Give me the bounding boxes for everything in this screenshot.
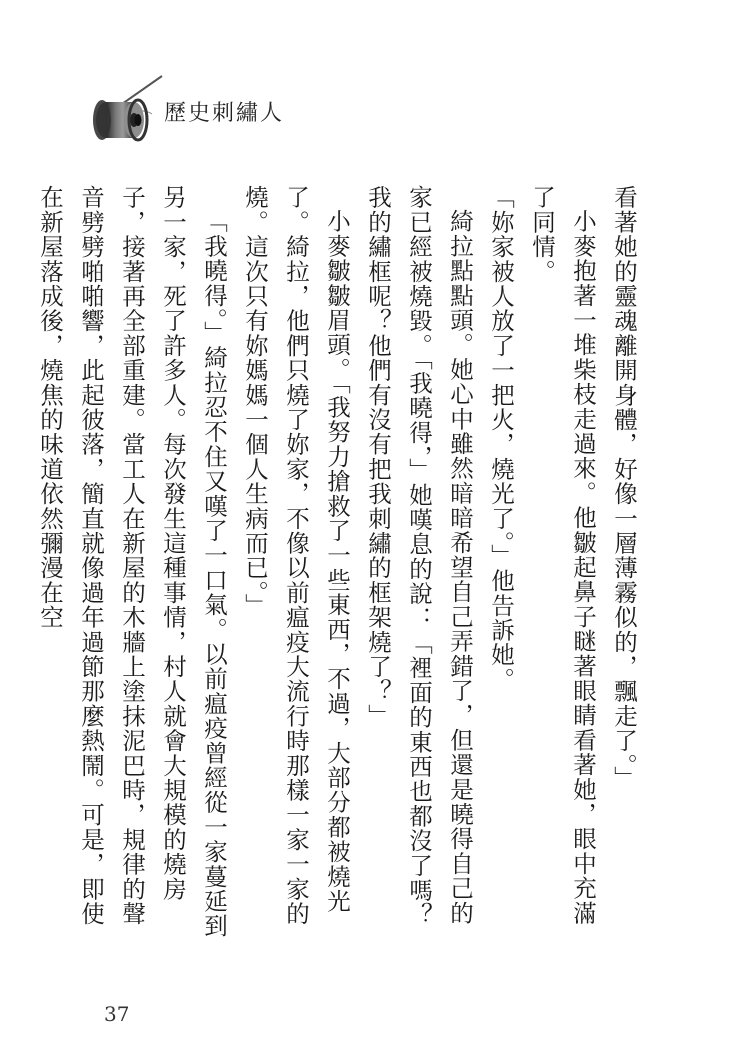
paragraph: 看著她的靈魂離開身體，好像一層薄霧似的，飄走了。」	[610, 185, 638, 791]
vertical-body-text	[36, 185, 644, 945]
book-title: 歷史刺繡人	[164, 101, 285, 126]
paragraph: 「妳家被人放了一把火，燒光了。」他告訴她。	[487, 185, 515, 692]
paragraph: 小麥皺皺眉頭。「我努力搶救了一些東西，不過，大部分都被燒光了。綺拉，他們只燒了妳家，不像以前瘟疫大流行時那樣一家一家的燒。這次只有妳媽媽一個人生病而已。」	[241, 185, 351, 926]
thread-spool-needle-icon	[84, 74, 164, 144]
paragraph: 小麥抱著一堆柴枝走過來。他皺起鼻子瞇著眼睛看著她，眼中充滿了同情。	[528, 185, 597, 925]
page-number: 37	[104, 1002, 130, 1026]
paragraph: 綺拉點點頭。她心中雖然暗暗希望自己弄錯了，但還是曉得自己的家已經被燒毀。「我曉得，」她嘆息的說：「裡面的東西也都沒了嗎？我的繡框呢？他們有沒有把我刺繡的框架燒了？」	[364, 185, 474, 928]
running-header	[84, 74, 284, 144]
paragraph: 「我曉得。」綺拉忍不住又嘆了一口氣。以前瘟疫曾經從一家蔓延到另一家，死了許多人。每次發生這種事情，村人就會大規模的燒房子，接著再全部重建。當工人在新屋的木牆上塗抹泥巴時，規律的聲音劈劈啪啪響，此起彼落，簡直就像過年過節那麼熱鬧。可是，即使在新屋落成後，燒焦的味道依然彌漫在空	[36, 185, 228, 938]
